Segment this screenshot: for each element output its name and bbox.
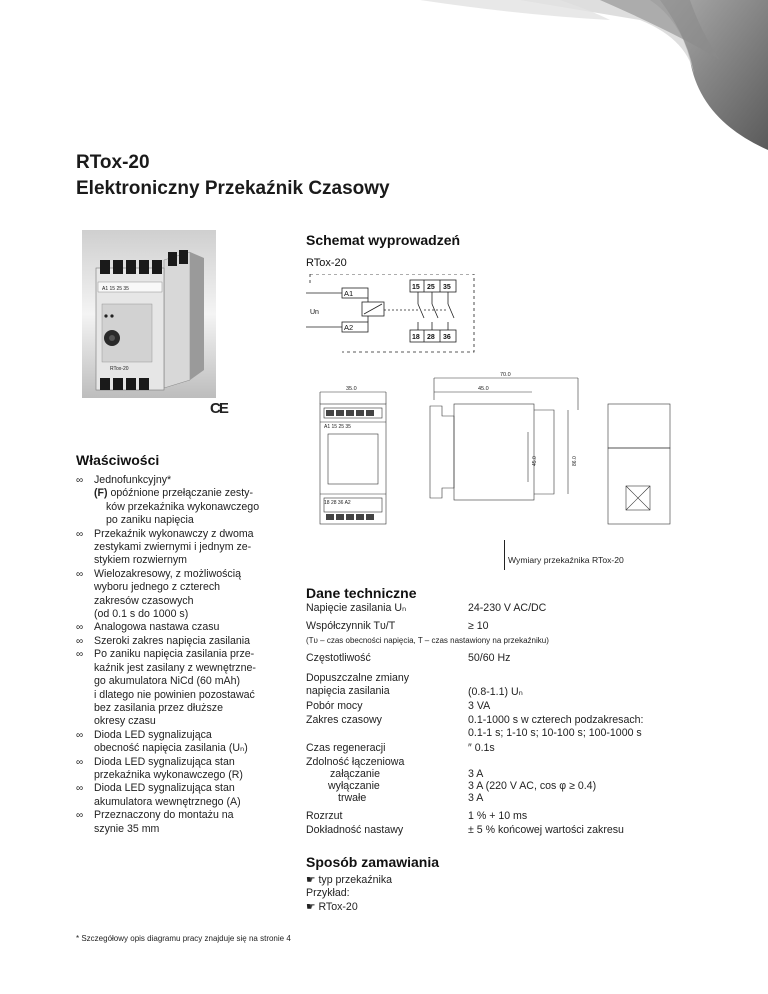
property-text: Jednofunkcyjny* — [94, 474, 172, 486]
technical-heading: Dane techniczne — [306, 585, 417, 601]
terminal-35: 35 — [443, 284, 451, 291]
terminal-25: 25 — [427, 284, 435, 291]
photo-terminal-labels: A1 15 25 35 — [102, 286, 129, 292]
front-terminals-bottom: 18 28 36 A2 — [324, 500, 351, 506]
property-text: go akumulatora NiCd (60 mAh) — [94, 675, 241, 688]
corner-decoration — [0, 0, 768, 160]
property-item — [76, 635, 294, 648]
bullet-icon: ∞ — [76, 756, 84, 768]
pointing-hand-icon: ☛ — [306, 900, 316, 913]
bullet-icon: ∞ — [76, 528, 84, 540]
title-line-2: Elektroniczny Przekaźnik Czasowy — [76, 178, 390, 199]
bullet-icon: ∞ — [76, 729, 84, 741]
ordering-line: typ przekaźnika — [318, 874, 393, 886]
spec-label: Napięcie zasilania Uₙ — [306, 602, 407, 614]
property-text: bez zasilania przez dłuższe — [94, 701, 223, 714]
front-terminals-top: A1 15 25 35 — [324, 424, 351, 430]
property-item — [76, 528, 294, 568]
spec-value: 3 VA — [468, 700, 491, 712]
supply-voltage-label: Un — [310, 309, 319, 316]
property-text: Dioda LED sygnalizująca stan — [94, 755, 235, 768]
dim-45: 45.0 — [478, 386, 489, 392]
wiring-schematic — [306, 274, 486, 356]
dimension-drawing — [306, 370, 682, 552]
property-text: kaźnik jest zasilany z wewnętrzne- — [94, 661, 256, 674]
ordering-heading: Sposób zamawiania — [306, 854, 440, 870]
terminal-28: 28 — [427, 334, 435, 341]
property-text: Szeroki zakres napięcia zasilania — [94, 634, 251, 647]
terminal-a2: A2 — [344, 323, 354, 332]
spec-label: Dopuszczalne zmiany napięcia zasilania — [306, 672, 410, 698]
property-text: Dioda LED sygnalizująca stan — [94, 782, 235, 795]
spec-label: Rozrzut — [306, 810, 343, 822]
spec-label: wyłączanie — [328, 780, 380, 792]
ordering-example: RTox-20 — [318, 900, 358, 913]
title-line-1: RTox-20 — [76, 152, 150, 173]
spec-value: 3 A — [468, 768, 484, 780]
property-text: i dlatego nie powinien pozostawać — [94, 688, 255, 701]
property-item — [76, 568, 294, 622]
terminal-15: 15 — [412, 284, 420, 291]
property-item — [76, 782, 294, 809]
property-text: ków przekaźnika wykonawczego — [106, 500, 260, 513]
spec-label: Czas regeneracji — [306, 742, 386, 754]
properties-list — [76, 474, 294, 836]
spec-note: (Tᴜ – czas obecności napięcia, T – czas nastawiony na przekaźniku) — [306, 636, 549, 645]
ce-mark: CE — [210, 400, 227, 417]
property-text: Analogowa nastawa czasu — [94, 621, 220, 634]
property-text: przekaźnika wykonawczego (R) — [94, 768, 243, 781]
property-text: stykiem rozwiernym — [94, 554, 188, 567]
property-text: Przekaźnik wykonawczy z dwoma — [94, 527, 254, 540]
schematic-heading: Schemat wyprowadzeń — [306, 232, 461, 248]
property-text: Dioda LED sygnalizująca — [94, 728, 212, 741]
product-photo — [82, 230, 216, 398]
schematic-model: RTox-20 — [306, 257, 347, 269]
photo-device-label: RTox-20 — [110, 366, 129, 372]
property-text: zestykami zwiernymi i jednym ze- — [94, 541, 252, 554]
property-text: Wielozakresowy, z możliwością — [94, 567, 241, 580]
page-title — [76, 150, 390, 202]
property-text: szynie 35 mm — [94, 822, 160, 835]
spec-value: ≥ 10 — [468, 620, 489, 632]
property-text: obecność napięcia zasilania (Uₙ) — [94, 742, 248, 755]
footnote: * Szczegółowy opis diagramu pracy znajduje się na stronie 4 — [76, 934, 291, 943]
dimensions-caption: Wymiary przekaźnika RTox-20 — [508, 555, 624, 565]
property-text: zakresów czasowych — [94, 594, 194, 607]
spec-label: załączanie — [330, 768, 381, 780]
dim-86: 86.0 — [572, 456, 578, 466]
spec-label: Współczynnik Tᴜ/T — [306, 620, 396, 632]
dim-70: 70.0 — [500, 372, 511, 378]
bullet-icon: ∞ — [76, 783, 84, 795]
bullet-icon: ∞ — [76, 649, 84, 661]
spec-label: Dokładność nastawy — [306, 824, 404, 836]
properties-heading: Właściwości — [76, 452, 160, 468]
spec-label: Zdolność łączeniowa — [306, 756, 405, 768]
bullet-icon: ∞ — [76, 810, 84, 822]
bullet-icon: ∞ — [76, 622, 84, 634]
property-text: Po zaniku napięcia zasilania prze- — [94, 648, 255, 661]
spec-value: 0.1-1000 s w czterech podzakresach: 0.1-1 s; 1-10 s; 10-100 s; 100-1000 s — [468, 714, 644, 740]
terminal-a1: A1 — [344, 289, 354, 298]
spec-value: 3 A (220 V AC, cos φ ≥ 0.4) — [468, 780, 597, 792]
spec-label: Częstotliwość — [306, 652, 371, 664]
property-item — [76, 809, 294, 836]
dim-35: 35.0 — [346, 386, 357, 392]
bullet-icon: ∞ — [76, 568, 84, 580]
ordering-example-label: Przykład: — [306, 887, 350, 900]
terminal-18: 18 — [412, 334, 420, 341]
spec-value: 1 % + 10 ms — [468, 810, 528, 822]
property-text: wyboru jednego z czterech — [94, 581, 221, 594]
pointing-hand-icon: ☛ — [306, 874, 316, 886]
spec-label: Pobór mocy — [306, 700, 363, 712]
property-item — [76, 756, 294, 783]
spec-value: 24-230 V AC/DC — [468, 602, 547, 614]
bullet-icon: ∞ — [76, 475, 84, 486]
caption-divider — [504, 540, 505, 570]
property-item — [76, 621, 294, 634]
property-item — [76, 648, 294, 728]
bullet-icon: ∞ — [76, 635, 84, 647]
property-text: opóźnione przełączanie zesty- — [107, 487, 253, 500]
spec-value: (0.8-1.1) Uₙ — [468, 686, 523, 698]
spec-value: ″ 0.1s — [468, 742, 495, 754]
dim-45-vertical: 45.0 — [532, 456, 538, 466]
property-text: Przeznaczony do montażu na — [94, 809, 234, 822]
property-item — [76, 729, 294, 756]
spec-label: trwałe — [338, 792, 367, 804]
spec-value: ± 5 % końcowej wartości zakresu — [468, 824, 624, 836]
spec-value: 3 A — [468, 792, 484, 804]
spec-label: Zakres czasowy — [306, 714, 382, 726]
terminal-36: 36 — [443, 334, 451, 341]
function-code: (F) — [94, 487, 108, 500]
property-item — [76, 474, 294, 528]
spec-value: 50/60 Hz — [468, 652, 511, 664]
property-text: po zaniku napięcia — [106, 514, 194, 527]
property-text: (od 0.1 s do 1000 s) — [94, 608, 189, 621]
ordering-block — [306, 874, 392, 914]
property-text: okresy czasu — [94, 715, 156, 728]
property-text: akumulatora wewnętrznego (A) — [94, 795, 241, 808]
